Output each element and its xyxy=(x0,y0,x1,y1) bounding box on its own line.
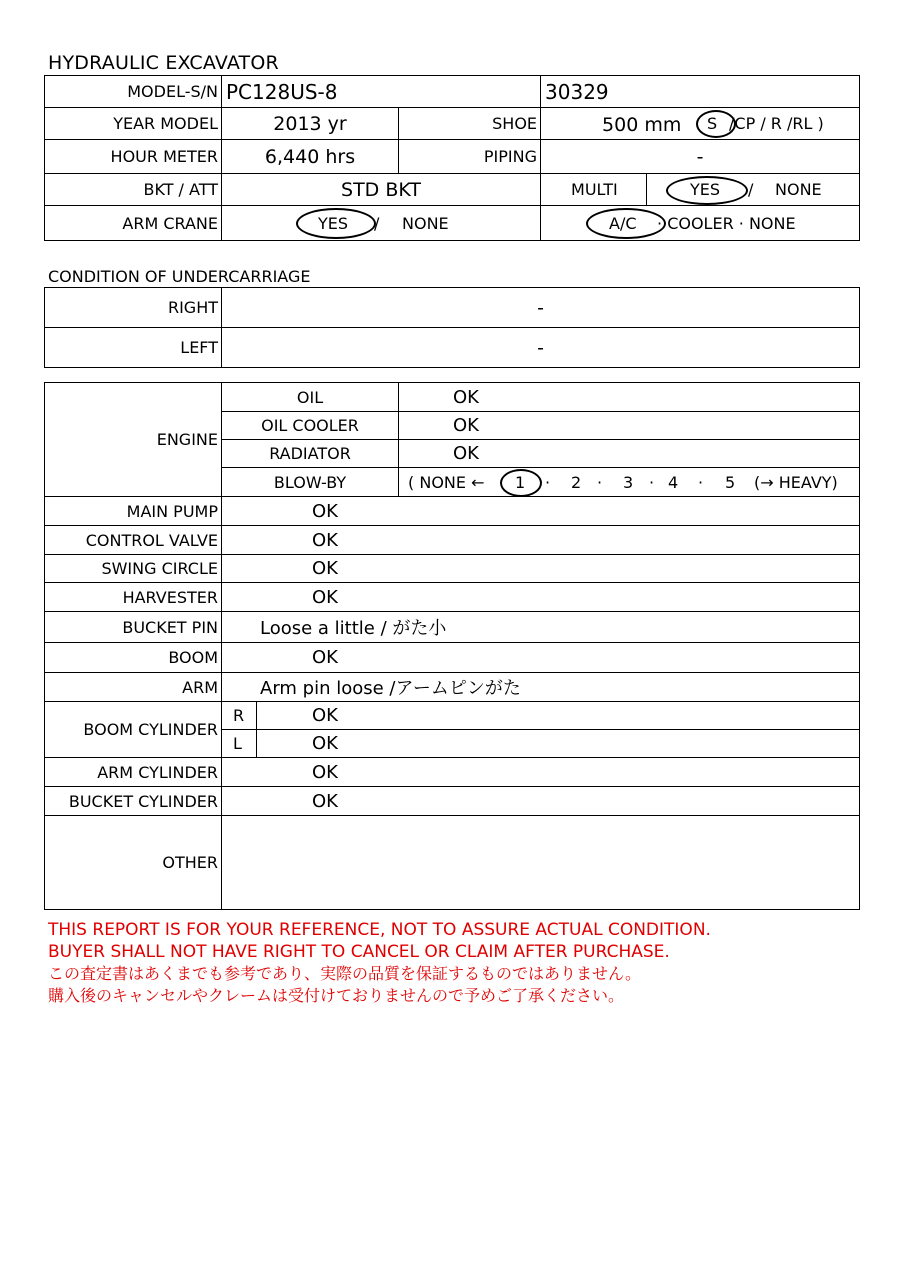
disclaimer-line: BUYER SHALL NOT HAVE RIGHT TO CANCEL OR CLAIM AFTER PURCHASE. xyxy=(48,941,670,962)
shoe-option-s: S xyxy=(707,113,718,133)
blowby-label: BLOW-BY xyxy=(222,468,399,497)
item-label: ARM xyxy=(45,673,222,702)
inspection-row xyxy=(45,583,860,612)
year-value: 2013 yr xyxy=(222,108,399,140)
hours-value: 6,440 hrs xyxy=(222,140,399,174)
multi-sep: / xyxy=(748,179,754,199)
blowby-end: (→ HEAVY) xyxy=(754,472,838,492)
blowby-level-1: 1 xyxy=(515,472,526,492)
ac-option: A/C xyxy=(609,213,637,233)
engine-label: ENGINE xyxy=(45,383,222,497)
row-year-shoe xyxy=(45,108,860,140)
item-value: Arm pin loose /アームピンがた xyxy=(222,673,860,702)
blowby-start: ( NONE ← xyxy=(408,472,485,492)
blowby-scale xyxy=(399,468,860,497)
item-value: OK xyxy=(222,787,860,816)
row-model-sn xyxy=(45,76,860,108)
model-value: PC128US-8 xyxy=(222,76,541,108)
row-arm-crane xyxy=(45,206,860,241)
boom-cylinder-row-r xyxy=(45,702,860,730)
inspection-row xyxy=(45,673,860,702)
item-value: OK xyxy=(222,497,860,526)
blowby-dot: · xyxy=(698,472,704,492)
item-label: ARM CYLINDER xyxy=(45,758,222,787)
other-value xyxy=(222,816,860,910)
shoe-label: SHOE xyxy=(399,108,541,140)
boom-cylinder-value: OK xyxy=(257,730,860,758)
inspection-table xyxy=(44,382,860,910)
item-value: OK xyxy=(222,526,860,555)
boom-cylinder-side: L xyxy=(222,730,257,758)
inspection-row xyxy=(45,643,860,673)
inspection-row xyxy=(45,526,860,555)
item-value: OK xyxy=(222,583,860,612)
boom-cylinder-value: OK xyxy=(257,702,860,730)
multi-none: NONE xyxy=(775,179,822,199)
undercarriage-right-label: RIGHT xyxy=(45,288,222,328)
boom-cylinder-side: R xyxy=(222,702,257,730)
arm-crane-yes: YES xyxy=(318,213,349,233)
engine-item-value: OK xyxy=(399,412,860,440)
arm-crane-cell xyxy=(222,206,541,241)
multi-yes: YES xyxy=(690,179,721,199)
year-model-label: YEAR MODEL xyxy=(45,108,222,140)
engine-item-value: OK xyxy=(399,440,860,468)
item-label: SWING CIRCLE xyxy=(45,555,222,583)
piping-value: - xyxy=(541,140,860,174)
item-value: OK xyxy=(222,643,860,673)
item-value: Loose a little / がた小 xyxy=(222,612,860,643)
hour-meter-label: HOUR METER xyxy=(45,140,222,174)
item-label: BOOM xyxy=(45,643,222,673)
ac-rest: · COOLER · NONE xyxy=(657,213,796,233)
arm-crane-label: ARM CRANE xyxy=(45,206,222,241)
disclaimer-line: 購入後のキャンセルやクレームは受付けておりませんので予めご了承ください。 xyxy=(48,985,625,1005)
engine-item-label: OIL COOLER xyxy=(222,412,399,440)
inspection-row xyxy=(45,497,860,526)
item-value: OK xyxy=(222,758,860,787)
blowby-level-4: 4 xyxy=(668,472,679,492)
machine-info-table xyxy=(44,75,860,241)
model-sn-label: MODEL-S/N xyxy=(45,76,222,108)
item-label: CONTROL VALVE xyxy=(45,526,222,555)
disclaimer-line: THIS REPORT IS FOR YOUR REFERENCE, NOT TO ASSURE ACTUAL CONDITION. xyxy=(48,920,711,940)
disclaimer xyxy=(48,920,711,1006)
inspection-row xyxy=(45,555,860,583)
document-title: HYDRAULIC EXCAVATOR xyxy=(48,52,279,74)
engine-item-label: RADIATOR xyxy=(222,440,399,468)
item-label: BUCKET CYLINDER xyxy=(45,787,222,816)
item-label: MAIN PUMP xyxy=(45,497,222,526)
engine-item-value: OK xyxy=(399,383,860,412)
inspection-row xyxy=(45,758,860,787)
other-label: OTHER xyxy=(45,816,222,910)
multi-cell xyxy=(647,174,860,206)
bkt-att-value: STD BKT xyxy=(222,174,541,206)
item-label: BUCKET PIN xyxy=(45,612,222,643)
multi-label: MULTI xyxy=(541,174,647,206)
blowby-dot: · xyxy=(649,472,655,492)
undercarriage-left-label: LEFT xyxy=(45,328,222,368)
inspection-row xyxy=(45,612,860,643)
inspection-row xyxy=(45,787,860,816)
shoe-option-rest: /CP / R /RL ) xyxy=(729,113,824,133)
blowby-dot: · xyxy=(545,472,551,492)
item-value: OK xyxy=(222,555,860,583)
undercarriage-right-value: - xyxy=(222,288,860,328)
undercarriage-table xyxy=(44,287,860,368)
arm-crane-none: NONE xyxy=(402,213,449,233)
undercarriage-left-value: - xyxy=(222,328,860,368)
row-bkt-multi xyxy=(45,174,860,206)
blowby-dot: · xyxy=(597,472,603,492)
row-hour-piping xyxy=(45,140,860,174)
engine-item-label: OIL xyxy=(222,383,399,412)
shoe-value: 500 mm xyxy=(602,113,682,136)
bkt-att-label: BKT / ATT xyxy=(45,174,222,206)
disclaimer-line: この査定書はあくまでも参考であり、実際の品質を保証するものではありません。 xyxy=(48,964,641,983)
serial-value: 30329 xyxy=(541,76,860,108)
blowby-level-5: 5 xyxy=(725,472,736,492)
boom-cylinder-label: BOOM CYLINDER xyxy=(45,702,222,758)
ac-cell xyxy=(541,206,860,241)
blowby-level-2: 2 xyxy=(571,472,582,492)
undercarriage-row xyxy=(45,328,860,368)
shoe-cell xyxy=(541,108,860,140)
blowby-level-3: 3 xyxy=(623,472,634,492)
piping-label: PIPING xyxy=(399,140,541,174)
item-label: HARVESTER xyxy=(45,583,222,612)
engine-row-oil xyxy=(45,383,860,412)
arm-crane-sep: / xyxy=(374,213,380,233)
undercarriage-row xyxy=(45,288,860,328)
undercarriage-title: CONDITION OF UNDERCARRIAGE xyxy=(48,267,311,286)
other-row xyxy=(45,816,860,910)
